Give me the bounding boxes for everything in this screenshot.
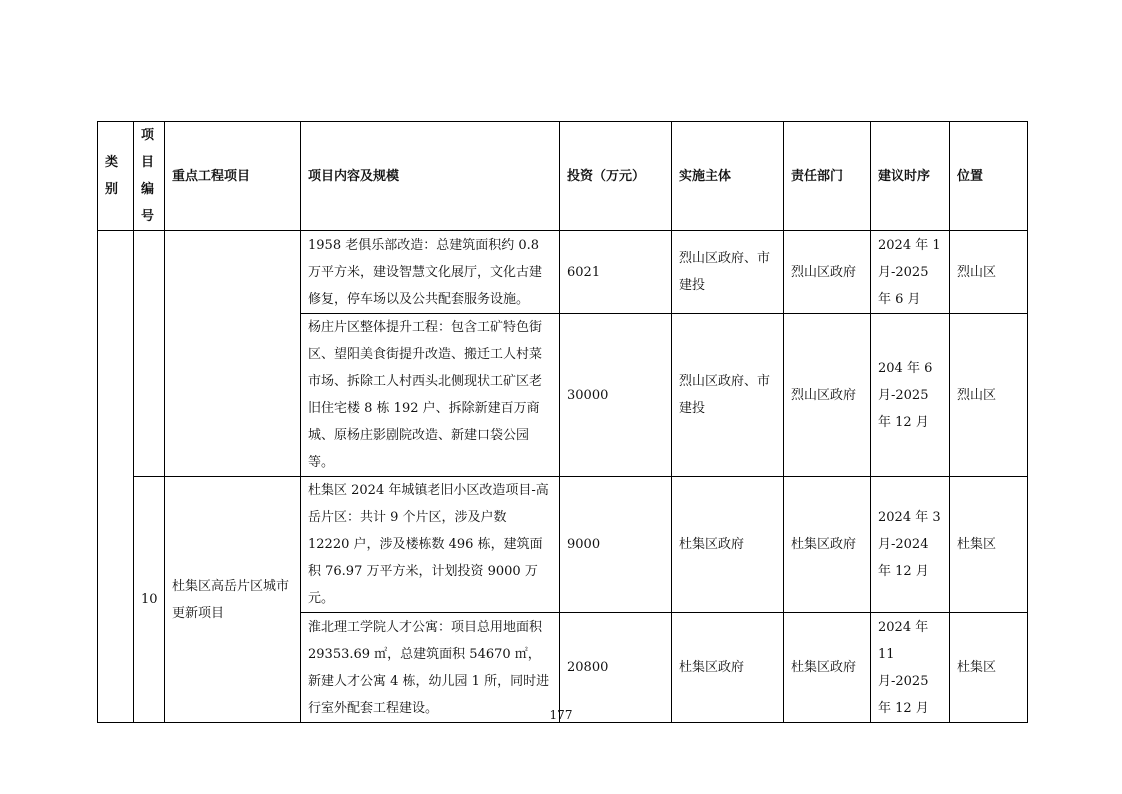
schedule-cell: 2024 年 11 月-2025 年 12 月 <box>871 613 950 723</box>
department-cell: 烈山区政府 <box>784 231 871 314</box>
header-number-char: 号 <box>141 209 155 224</box>
content-cell: 杜集区 2024 年城镇老旧小区改造项目-高岳片区：共计 9 个片区，涉及户数 12220 户，涉及楼栋数 496 栋，建筑面积 76.97 万平方米，计划投资 9000 万元。 <box>301 477 560 613</box>
page-number: 177 <box>549 708 573 722</box>
header-implementer: 实施主体 <box>672 122 784 231</box>
schedule-cell: 204 年 6 月-2025 年 12 月 <box>871 314 950 477</box>
content-cell: 杨庄片区整体提升工程：包含工矿特色街区、望阳美食街提升改造、搬迁工人村菜市场、拆除工人村西头北侧现状工矿区老旧住宅楼 8 栋 192 户、拆除新建百万商城、原杨庄影剧院改造、新建口袋公园等。 <box>301 314 560 477</box>
number-cell-empty <box>134 231 165 477</box>
table-row <box>98 477 1028 613</box>
schedule-cell: 2024 年 3 月-2024 年 12 月 <box>871 477 950 613</box>
header-number-char: 目 <box>141 155 155 170</box>
implementer-cell: 杜集区政府 <box>672 613 784 723</box>
location-cell: 烈山区 <box>950 231 1028 314</box>
header-investment: 投资（万元） <box>560 122 672 231</box>
schedule-cell: 2024 年 1 月-2025 年 6 月 <box>871 231 950 314</box>
header-category-char: 类 <box>105 155 119 170</box>
investment-cell: 20800 <box>560 613 672 723</box>
header-location: 位置 <box>950 122 1028 231</box>
header-number <box>134 122 165 231</box>
department-cell: 杜集区政府 <box>784 477 871 613</box>
category-cell <box>98 231 134 723</box>
project-cell-empty <box>165 231 301 477</box>
implementer-cell: 烈山区政府、市建投 <box>672 231 784 314</box>
number-cell: 10 <box>134 477 165 723</box>
header-category-char: 别 <box>105 182 119 197</box>
department-cell: 烈山区政府 <box>784 314 871 477</box>
content-cell: 1958 老俱乐部改造：总建筑面积约 0.8 万平方米，建设智慧文化展厅，文化古建修复，停车场以及公共配套服务设施。 <box>301 231 560 314</box>
header-number-char: 项 <box>141 128 155 143</box>
content-cell: 淮北理工学院人才公寓：项目总用地面积 29353.69 ㎡，总建筑面积 54670 ㎡，新建人才公寓 4 栋，幼儿园 1 所，同时进行室外配套工程建设。 <box>301 613 560 723</box>
implementer-cell: 烈山区政府、市建投 <box>672 314 784 477</box>
department-cell: 杜集区政府 <box>784 613 871 723</box>
project-cell: 杜集区高岳片区城市更新项目 <box>165 477 301 723</box>
location-cell: 烈山区 <box>950 314 1028 477</box>
location-cell: 杜集区 <box>950 477 1028 613</box>
header-project: 重点工程项目 <box>165 122 301 231</box>
header-schedule: 建议时序 <box>871 122 950 231</box>
header-row <box>98 122 1028 231</box>
location-cell: 杜集区 <box>950 613 1028 723</box>
header-content: 项目内容及规模 <box>301 122 560 231</box>
project-table <box>97 121 1028 723</box>
investment-cell: 30000 <box>560 314 672 477</box>
table-row <box>98 231 1028 314</box>
implementer-cell: 杜集区政府 <box>672 477 784 613</box>
header-number-char: 编 <box>141 182 155 197</box>
header-department: 责任部门 <box>784 122 871 231</box>
investment-cell: 6021 <box>560 231 672 314</box>
investment-cell: 9000 <box>560 477 672 613</box>
header-category <box>98 122 134 231</box>
